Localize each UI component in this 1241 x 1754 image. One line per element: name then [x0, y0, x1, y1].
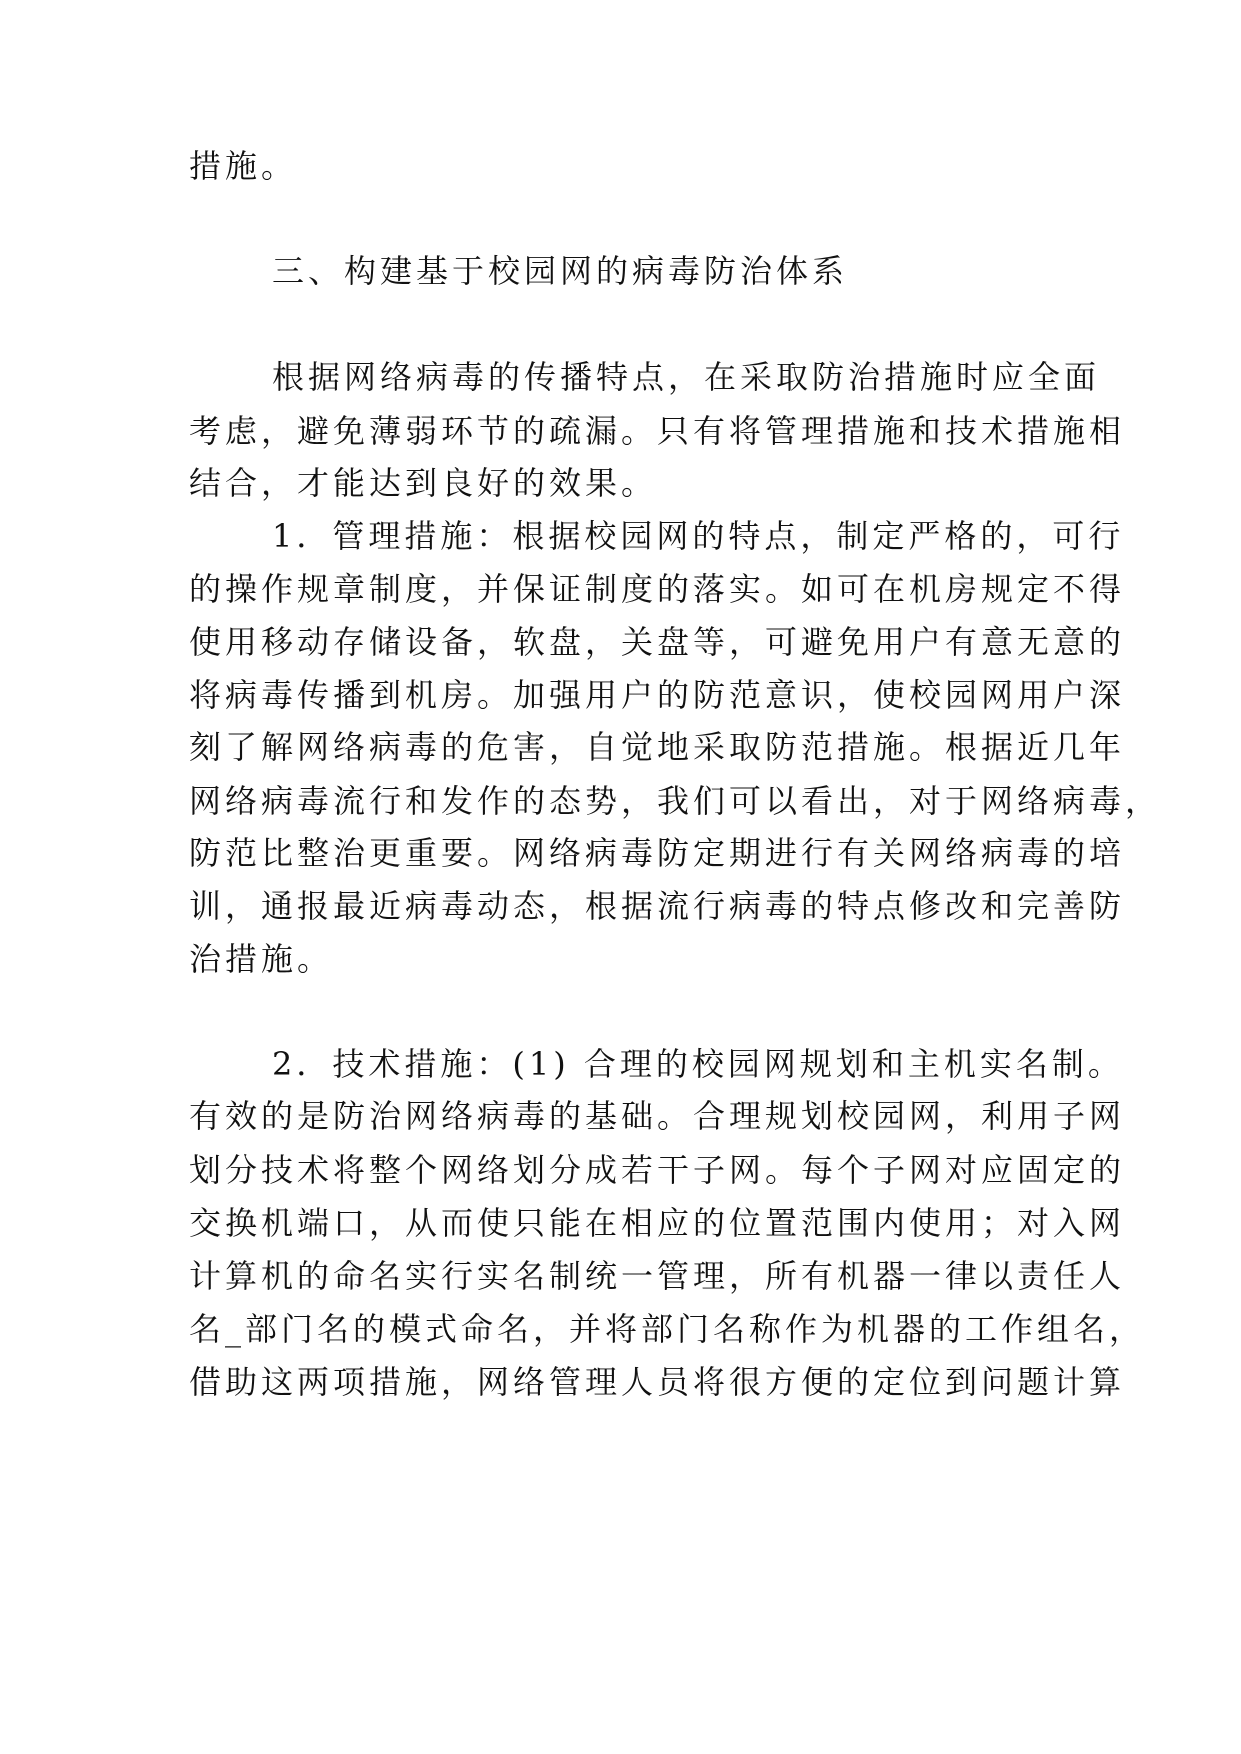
paragraph-line: 网络病毒流行和发作的态势，我们可以看出，对于网络病毒， — [189, 782, 1162, 820]
paragraph-line: 考虑，避免薄弱环节的疏漏。只有将管理措施和技术措施相 — [189, 412, 1126, 450]
paragraph-line: 根据网络病毒的传播特点，在采取防治措施时应全面 — [272, 358, 1101, 396]
paragraph-line: 结合，才能达到良好的效果。 — [189, 464, 658, 502]
paragraph-line: 有效的是防治网络病毒的基础。合理规划校园网，利用子网 — [189, 1097, 1126, 1135]
paragraph-line: 2．技术措施：(1) 合理的校园网规划和主机实名制。 — [272, 1045, 1124, 1083]
paragraph-line: 1．管理措施：根据校园网的特点，制定严格的，可行 — [272, 517, 1125, 555]
paragraph-line: 借助这两项措施，网络管理人员将很方便的定位到问题计算 — [189, 1363, 1126, 1401]
paragraph-line: 的操作规章制度，并保证制度的落实。如可在机房规定不得 — [189, 570, 1126, 608]
paragraph-line: 计算机的命名实行实名制统一管理，所有机器一律以责任人 — [189, 1257, 1126, 1295]
paragraph-line: 防范比整治更重要。网络病毒防定期进行有关网络病毒的培 — [189, 834, 1126, 872]
paragraph-line: 将病毒传播到机房。加强用户的防范意识，使校园网用户深 — [189, 676, 1126, 714]
paragraph-line: 交换机端口，从而使只能在相应的位置范围内使用；对入网 — [189, 1204, 1126, 1242]
paragraph-line: 训，通报最近病毒动态，根据流行病毒的特点修改和完善防 — [189, 887, 1126, 925]
section-heading: 三、构建基于校园网的病毒防治体系 — [272, 252, 849, 290]
continuation-text: 措施。 — [189, 147, 298, 185]
paragraph-line: 使用移动存储设备，软盘，关盘等，可避免用户有意无意的 — [189, 623, 1126, 661]
paragraph-line: 名_部门名的模式命名，并将部门名称作为机器的工作组名， — [189, 1310, 1146, 1348]
paragraph-line: 刻了解网络病毒的危害，自觉地采取防范措施。根据近几年 — [189, 728, 1126, 766]
paragraph-line: 划分技术将整个网络划分成若干子网。每个子网对应固定的 — [189, 1151, 1126, 1189]
paragraph-line: 治措施。 — [189, 940, 334, 978]
